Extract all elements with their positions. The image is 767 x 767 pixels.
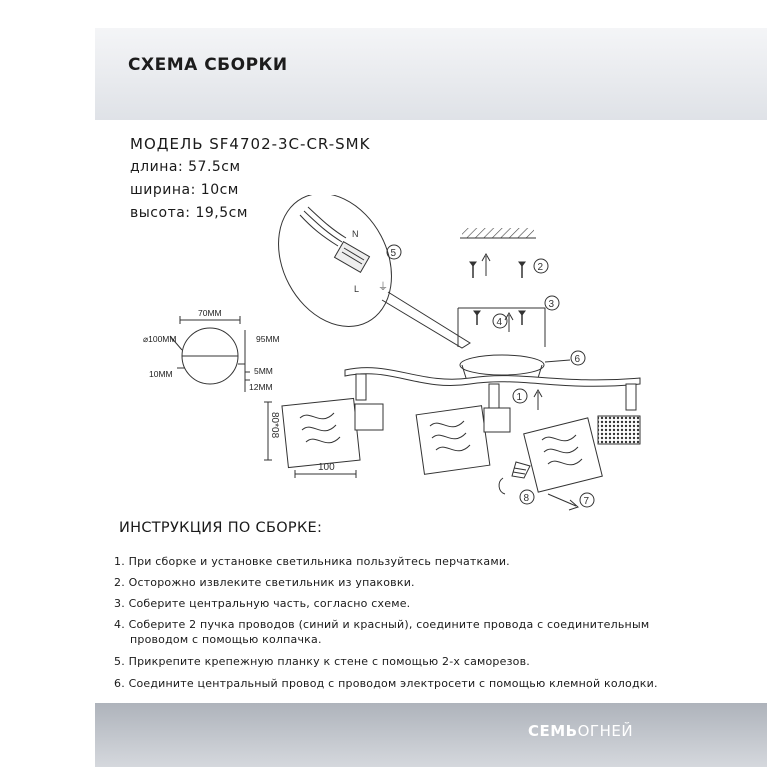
spec-width: ширина: 10см — [130, 182, 239, 198]
callout-8-label: 8 — [523, 493, 530, 504]
brand-logo-light: ОГНЕЙ — [577, 722, 634, 740]
instruction-step: 5. Прикрепите крепежную планку к стене с помощью 2-х саморезов. — [114, 655, 530, 668]
callout-1-label: 1 — [516, 392, 523, 403]
callout-2-label: 2 — [537, 262, 544, 273]
callout-4-label: 4 — [496, 317, 503, 328]
brand-logo-bold: СЕМЬ — [528, 722, 578, 740]
brand-logo — [528, 722, 633, 740]
instruction-step: 6. Соедините центральный провод с проводом электросети с помощью клемной колодки. — [114, 677, 658, 690]
instruction-step: 4. Соберите 2 пучка проводов (синий и красный), соедините провода с соединительным — [114, 618, 650, 631]
shade-2 — [416, 406, 510, 475]
dim-shade-height: 80*08 — [269, 412, 280, 439]
instruction-step: 2. Осторожно извлеките светильник из упаковки. — [114, 576, 415, 589]
instruction-step-continued: проводом с помощью колпачка. — [130, 633, 322, 646]
dim-5mm: 5MM — [254, 366, 273, 376]
callout-6-label: 6 — [574, 354, 581, 365]
spec-height: высота: 19,5см — [130, 205, 248, 221]
wire-label-n: N — [352, 229, 359, 239]
callout-5-label: 5 — [390, 248, 397, 259]
callout-7-label: 7 — [583, 496, 590, 507]
dim-100mm: ⌀100MM — [143, 334, 177, 344]
instructions-heading: ИНСТРУКЦИЯ ПО СБОРКЕ: — [119, 520, 323, 536]
page-title: СХЕМА СБОРКИ — [128, 55, 288, 75]
canopy-base — [460, 355, 544, 375]
dim-95mm: 95MM — [256, 334, 280, 344]
wire-label-l: L — [354, 284, 360, 294]
dim-12mm: 12MM — [249, 382, 273, 392]
callout-3-label: 3 — [548, 299, 555, 310]
dim-70mm: 70MM — [198, 308, 222, 318]
spec-model: МОДЕЛЬ SF4702-3C-CR-SMK — [130, 135, 371, 153]
ceiling-mount — [460, 228, 536, 278]
spec-length: длина: 57.5см — [130, 159, 241, 175]
wire-label-ground: ⏚ — [378, 282, 388, 293]
instruction-step: 3. Соберите центральную часть, согласно схеме. — [114, 597, 411, 610]
instruction-step: 1. При сборке и установке светильника пользуйтесь перчатками. — [114, 555, 510, 568]
shade-1 — [282, 398, 383, 467]
dim-shade-width: 100 — [318, 462, 335, 473]
dim-10mm: 10MM — [149, 369, 173, 379]
shade-3 — [524, 416, 640, 492]
base-dimensions — [140, 305, 300, 405]
footer-band — [95, 703, 767, 767]
